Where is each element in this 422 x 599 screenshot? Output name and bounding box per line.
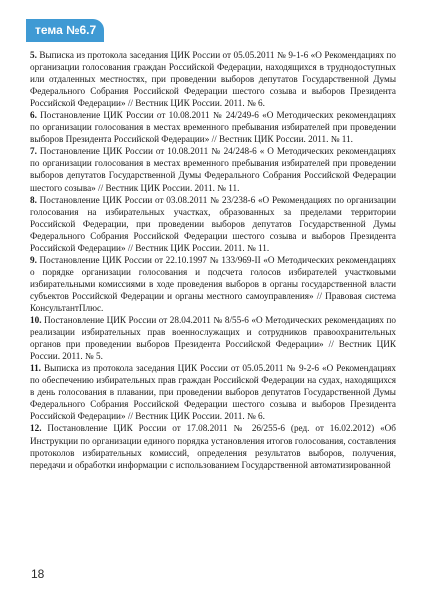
bibliography-entry <box>30 194 396 254</box>
entry-text: Выписка из протокола заседания ЦИК России от 05.05.2011 № 9-1-6 «О Рекомендациях по организации голосования граждан Российской Федерации, находящихся в труднодоступных или отдаленных местностях, при проведении выборов депутатов Государственной Думы Федерального Собрания Российской Федерации шестого созыва и выборов Президента Российской Федерации» // Вестник ЦИК России. 2011. № 6. <box>30 50 396 109</box>
bibliography-entry <box>30 422 396 470</box>
entry-text: Выписка из протокола заседания ЦИК России от 05.05.2011 № 9-2-6 «О Рекомендациях по обеспечению избирательных прав граждан Российской Федерации на судах, находящихся в день голосования в плавании, при проведении выборов депутатов Государственной Думы Федерального Собрания Российской Федерации шестого созыва и выборов Президента Российской Федерации» // Вестник ЦИК России. 2011. № 6. <box>30 363 396 422</box>
entry-text: Постановление ЦИК России от 28.04.2011 № 8/55-6 «О Методических рекомендациях по реализации избирательных прав военнослужащих и сотрудников правоохранительных органов при проведении выборов Президента Российской Федерации» // Вестник ЦИК России. 2011. № 5. <box>30 315 396 362</box>
entry-number: 6. <box>30 110 37 121</box>
page-number: 18 <box>31 567 45 581</box>
entry-text: Постановление ЦИК России от 10.08.2011 № 24/249-6 «О Методических рекомендациях по организации голосования в местах временного пребывания избирателей при проведении выборов Президента Российской Федерации» // Вестник ЦИК России. 2011. № 11. <box>30 110 396 145</box>
entry-number: 10. <box>30 315 42 326</box>
entry-number: 9. <box>30 254 37 265</box>
entry-number: 7. <box>30 146 37 157</box>
entry-number: 11. <box>30 363 41 374</box>
entry-number: 8. <box>30 194 37 205</box>
bibliography-list <box>30 49 396 471</box>
entry-number: 12. <box>30 423 42 434</box>
bibliography-entry <box>30 49 396 109</box>
entry-text: Постановление ЦИК России от 22.10.1997 № 133/969-II «О Методических рекомендациях о порядке организации голосования и подсчета голосов избирателей участковыми избирательными комиссиями в ходе проведения выборов в органы государственной власти субъектов Российской Федерации и органы местного самоуправления» // Правовая система КонсультантПлюс. <box>30 254 396 313</box>
bibliography-entry <box>30 314 396 362</box>
bibliography-entry <box>30 254 396 314</box>
bibliography-entry <box>30 109 396 145</box>
entry-number: 5. <box>30 50 37 60</box>
bibliography-entry <box>30 145 396 193</box>
entry-text: Постановление ЦИК России от 17.08.2011 № 26/255-6 (ред. от 16.02.2012) «Об Инструкции по организации единого порядка установления итогов голосования, составления протоколов избирательных комиссий, определения результатов выборов, получения, передачи и обработки информации с использованием Государственной автоматизированной <box>30 423 396 470</box>
entry-text: Постановление ЦИК России от 03.08.2011 № 23/238-6 «О Рекомендациях по организации голосования на избирательных участках, образованных за пределами территории Российской Федерации, при проведении выборов депутатов Государственной Думы Федерального Собрания Российской Федерации шестого созыва и выборов Президента Российской Федерации» // Вестник ЦИК России. 2011. № 11. <box>30 194 396 253</box>
bibliography-entry <box>30 362 396 422</box>
entry-text: Постановление ЦИК России от 10.08.2011 № 24/248-6 « О Методических рекомендациях по организации голосования в местах временного пребывания избирателей при проведении выборов депутатов Государственной Думы Федерального Собрания Российской Федерации шестого созыва» // Вестник ЦИК России. 2011. № 11. <box>30 146 396 193</box>
topic-label-tab: тема №6.7 <box>26 19 104 42</box>
